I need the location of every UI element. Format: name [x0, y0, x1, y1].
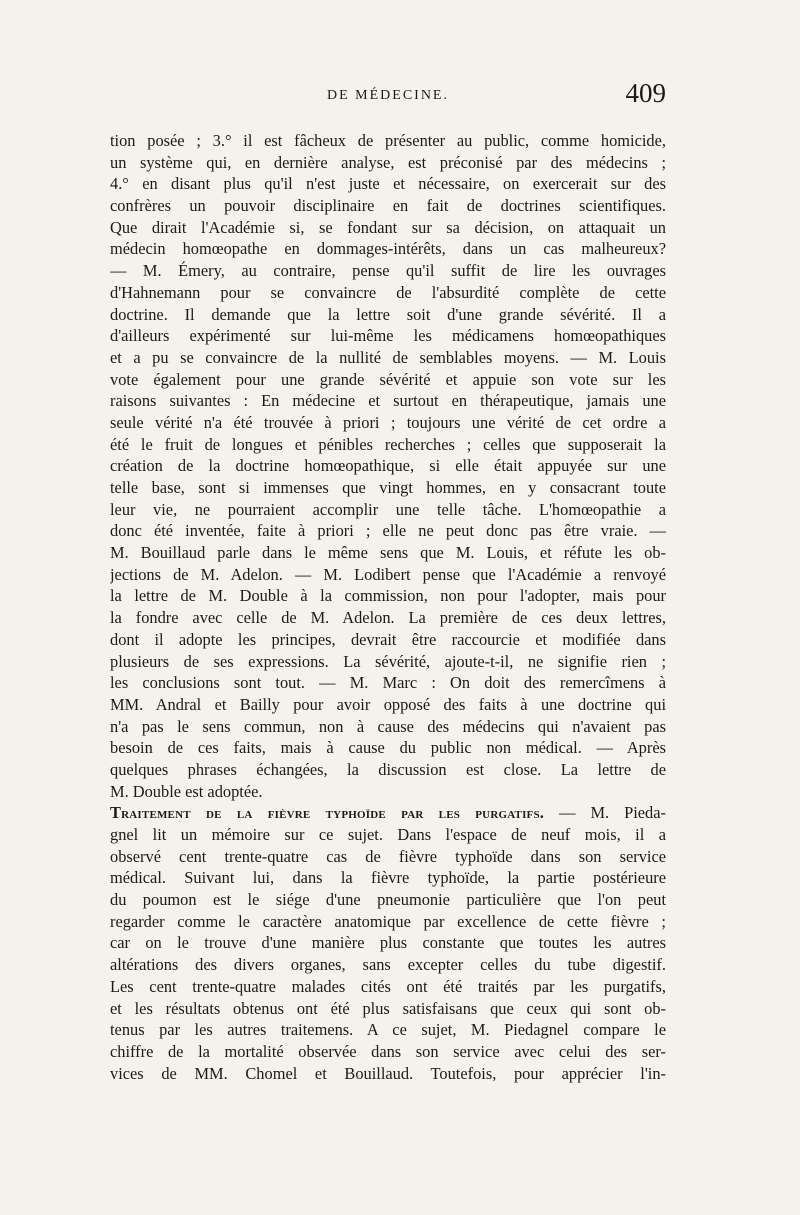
body-text [110, 130, 666, 1084]
text-line: été le fruit de longues et pénibles recherches ; celles que supposerait la [110, 434, 666, 454]
text-line: Que dirait l'Académie si, se fondant sur sa décision, on attaquait un [110, 217, 666, 237]
section-heading: Traitement de la fièvre typhoïde par les purgatifs. [110, 803, 545, 823]
text-line: d'ailleurs expérimenté sur lui-même les médicamens homœopathiques [110, 326, 666, 346]
paragraph-1 [110, 130, 666, 802]
text-line: tenus par les autres traitemens. A ce sujet, M. Piedagnel compare le [110, 1020, 666, 1040]
text-line: gnel lit un mémoire sur ce sujet. Dans l'espace de neuf mois, il a [110, 825, 666, 844]
text-line: vote également pour une grande sévérité et appuie son vote sur les [110, 369, 666, 389]
text-line: tion posée ; 3.° il est fâcheux de présenter au public, comme homicide, [110, 131, 666, 150]
text-line: la fondre avec celle de M. Adelon. La première de ces deux lettres, [110, 608, 666, 628]
text-line: Les cent trente-quatre malades cités ont été traités par les purgatifs, [110, 976, 666, 996]
text-line: car on le trouve d'une manière plus constante que toutes les autres [110, 933, 666, 953]
text-line: médical. Suivant lui, dans la fièvre typhoïde, la partie postérieure [110, 868, 666, 888]
text-line: besoin de ces faits, mais à cause du public non médical. — Après [110, 738, 666, 758]
text-line: — M. Émery, au contraire, pense qu'il suffit de lire les ouvrages [110, 261, 666, 281]
text-line: médecin homœopathe en dommages-intérêts, dans un cas malheureux? [110, 239, 666, 259]
text-line: vices de MM. Chomel et Bouillaud. Toutefois, pour apprécier l'in- [110, 1063, 666, 1083]
running-head: DE MÉDECINE. [327, 88, 449, 103]
text-line: les conclusions sont tout. — M. Marc : On doit des remercîmens à [110, 673, 666, 693]
text-line: confrères un pouvoir disciplinaire en fait de doctrines scientifiques. [110, 196, 666, 216]
text-line: d'Hahnemann pour se convaincre de l'absurdité complète de cette [110, 282, 666, 302]
text-line: 4.° en disant plus qu'il n'est juste et nécessaire, on exercerait sur des [110, 174, 666, 194]
text-line: observé cent trente-quatre cas de fièvre typhoïde dans son service [110, 846, 666, 866]
heading-line-rest: — M. Pieda- [544, 803, 666, 823]
text-line: donc été inventée, faite à priori ; elle ne peut donc pas être vraie. — [110, 521, 666, 541]
text-line: quelques phrases échangées, la discussion est close. La lettre de [110, 759, 666, 779]
text-line: n'a pas le sens commun, non à cause des médecins qui n'avaient pas [110, 716, 666, 736]
page-number: 409 [625, 78, 666, 108]
text-line: seule vérité n'a été trouvée à priori ; toujours une vérité de cet ordre a [110, 412, 666, 432]
text-line: M. Bouillaud parle dans le même sens que M. Louis, et réfute les ob- [110, 543, 666, 563]
text-line: dont il adopte les principes, devrait être raccourcie et modifiée dans [110, 629, 666, 649]
text-line: telle base, sont si immenses que vingt hommes, en y consacrant toute [110, 478, 666, 497]
text-line: la lettre de M. Double à la commission, non pour l'adopter, mais pour [110, 586, 666, 606]
text-line: raisons suivantes : En médecine et surtout en thérapeutique, jamais une [110, 391, 666, 411]
text-line: jections de M. Adelon. — M. Lodibert pense que l'Académie a renvoyé [110, 564, 666, 584]
text-line: création de la doctrine homœopathique, si elle était appuyée sur une [110, 456, 666, 476]
text-line: et a pu se convaincre de la nullité de semblables moyens. — M. Louis [110, 347, 666, 367]
text-line: leur vie, ne pourraient accomplir une telle tâche. L'homœopathie a [110, 499, 666, 519]
text-line: regarder comme le caractère anatomique par excellence de cette fièvre ; [110, 911, 666, 931]
page-header [110, 80, 666, 110]
text-line [110, 802, 666, 824]
text-line: plusieurs de ses expressions. La sévérité, ajoute-t-il, ne signifie rien ; [110, 651, 666, 671]
text-line: chiffre de la mortalité observée dans son service avec celui des ser- [110, 1041, 666, 1061]
text-line: MM. Andral et Bailly pour avoir opposé des faits à une doctrine qui [110, 694, 666, 714]
text-line: M. Double est adoptée. [110, 781, 263, 801]
text-line: un système qui, en dernière analyse, est préconisé par des médecins ; [110, 152, 666, 172]
text-line: altérations des divers organes, sans excepter celles du tube digestif. [110, 955, 666, 975]
paragraph-2 [110, 802, 666, 1084]
text-line: et les résultats obtenus ont été plus satisfaisans que ceux qui sont ob- [110, 998, 666, 1018]
text-line: du poumon est le siége d'une pneumonie particulière que l'on peut [110, 890, 666, 910]
text-line: doctrine. Il demande que la lettre soit d'une grande sévérité. Il a [110, 304, 666, 324]
